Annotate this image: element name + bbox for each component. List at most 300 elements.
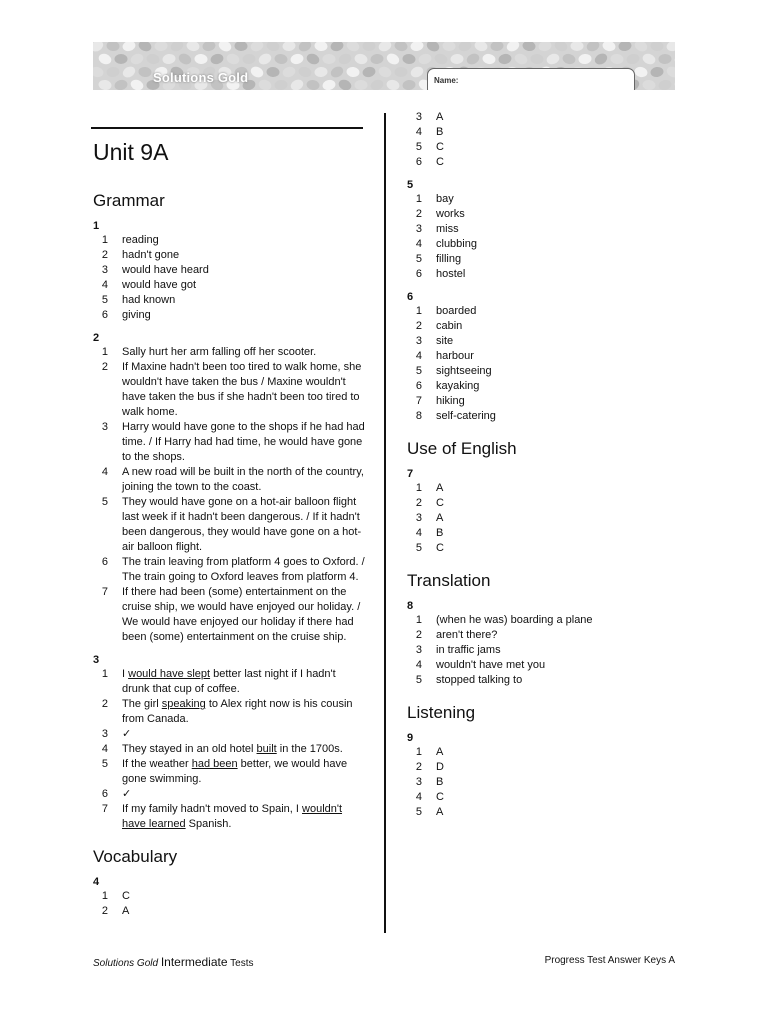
answer-text: C [122, 890, 130, 902]
column-divider [384, 113, 386, 933]
underlined-phrase: would have slept [128, 668, 211, 680]
banner-pebble [217, 42, 233, 53]
answer-item [407, 349, 677, 364]
section-heading: Listening [407, 703, 476, 722]
answer-item [93, 727, 365, 742]
banner-pebble [314, 66, 328, 77]
answer-text: C [436, 156, 444, 168]
answer-number: 1 [415, 193, 422, 205]
banner-pebble [482, 53, 497, 65]
answer-text: hostel [436, 268, 466, 280]
answer-item [407, 775, 677, 790]
question-number: 6 [407, 291, 414, 303]
right-column-content [407, 110, 677, 820]
answer-fragment: in the 1700s. [276, 743, 343, 755]
answer-text: stopped talking to [436, 674, 523, 686]
banner-pebble [650, 42, 664, 52]
answer-text: ✓ [122, 728, 132, 740]
answer-item [93, 787, 365, 802]
banner-pebble [465, 52, 481, 67]
answer-number: 1 [101, 346, 108, 358]
answer-number: 3 [415, 111, 422, 123]
title-rule [91, 127, 363, 129]
answer-number: 2 [415, 761, 422, 773]
banner-pebble [329, 64, 345, 79]
banner-pebble [145, 53, 160, 66]
banner-pebble [290, 53, 305, 66]
answer-number: 7 [415, 395, 422, 407]
answer-item [407, 192, 677, 207]
section-heading: Translation [407, 571, 491, 590]
answer-number: 3 [415, 644, 422, 656]
banner-pebble [402, 53, 416, 64]
banner-pebble [650, 66, 664, 78]
answer-number: 3 [415, 223, 422, 235]
banner-pebble [257, 78, 273, 90]
answer-number: 3 [415, 512, 422, 524]
answer-number: 2 [415, 320, 422, 332]
answer-number: 6 [415, 380, 422, 392]
underlined-phrase: built [256, 743, 277, 755]
answer-number: 7 [101, 586, 108, 598]
left-column-content [93, 176, 365, 919]
banner-pebble [673, 52, 675, 67]
answer-text: kayaking [436, 380, 480, 392]
banner-pebble [274, 53, 289, 65]
banner-pebble [362, 42, 375, 51]
question-number: 7 [407, 468, 414, 480]
banner-pebble [329, 42, 344, 53]
answer-text: had known [122, 294, 176, 306]
answer-item [407, 252, 677, 267]
banner-pebble [369, 78, 385, 90]
answer-text: aren't there? [436, 629, 498, 641]
banner-pebble [490, 42, 504, 52]
answer-number: 5 [101, 294, 108, 306]
answer-text: The train leaving from platform 4 goes to Oxford. / The train going to Oxford leaves from platform 4. [122, 556, 365, 583]
answer-text: If Maxine hadn't been too tired to walk home, she wouldn't have taken the bus / Maxine wouldn't have taken the bus if she hadn't been too tired to walk home. [122, 361, 362, 418]
answer-text: miss [436, 223, 459, 235]
answer-text: sightseeing [436, 365, 492, 377]
answer-item [407, 481, 677, 496]
banner-pebble [249, 42, 265, 53]
answer-item [93, 555, 365, 585]
banner-pebble [322, 54, 335, 64]
answer-list [407, 192, 677, 282]
banner-pebble [417, 52, 432, 65]
banner-pebble [177, 52, 193, 67]
answer-number: 5 [415, 253, 422, 265]
answer-number: 6 [101, 556, 108, 568]
question-number: 9 [407, 732, 414, 744]
answer-item [93, 278, 365, 293]
answer-item [407, 658, 677, 673]
answer-list [407, 481, 677, 556]
answer-number: 1 [415, 305, 422, 317]
answer-item [93, 667, 365, 697]
answer-list [407, 304, 677, 424]
banner-pebble [578, 53, 592, 65]
banner-pebble [186, 42, 201, 52]
banner-pebble [553, 42, 569, 53]
underlined-phrase: speaking [161, 698, 206, 710]
answer-fragment: If the weather [122, 758, 192, 770]
answer-item [407, 304, 677, 319]
banner-pebble [234, 42, 248, 51]
banner-pebble [297, 42, 313, 54]
answer-number: 5 [415, 141, 422, 153]
banner-pebble [274, 80, 288, 90]
banner-pebble [377, 65, 393, 79]
banner-pebble [385, 51, 401, 66]
banner-pebble [106, 66, 120, 78]
footer-left [93, 955, 253, 969]
answer-number: 5 [415, 806, 422, 818]
brand-logo: Solutions Gold [153, 70, 249, 85]
answer-number: 5 [101, 496, 108, 508]
banner-pebble [265, 42, 280, 53]
banner-pebble [353, 52, 368, 65]
banner-pebble [450, 54, 464, 65]
answer-number: 4 [415, 126, 422, 138]
answer-item [407, 394, 677, 409]
answer-number: 4 [101, 466, 108, 478]
answer-item [407, 496, 677, 511]
answer-item [407, 319, 677, 334]
banner-pebble [571, 42, 584, 51]
answer-text: wouldn't have met you [436, 659, 546, 671]
answer-item [407, 237, 677, 252]
footer-right: Progress Test Answer Keys A [544, 955, 675, 966]
answer-item [93, 420, 365, 465]
banner-pebble [121, 42, 136, 53]
question-number: 1 [93, 220, 100, 232]
answer-item [407, 125, 677, 140]
answer-text: reading [122, 234, 159, 246]
answer-item [407, 155, 677, 170]
answer-number: 6 [415, 268, 422, 280]
answer-list [407, 745, 677, 820]
banner-pebble [314, 42, 328, 52]
banner-pebble [633, 66, 648, 79]
answer-text: B [436, 527, 444, 539]
banner-pebble [345, 42, 361, 53]
left-column [93, 138, 365, 919]
answer-item [407, 790, 677, 805]
answer-number: 3 [415, 335, 422, 347]
answer-number: 2 [415, 208, 422, 220]
banner-pebble [473, 42, 488, 53]
answer-number: 8 [415, 410, 422, 422]
answer-item [407, 613, 677, 628]
answer-text: self-catering [436, 410, 496, 422]
banner-pebble [442, 42, 456, 51]
answer-number: 3 [101, 421, 108, 433]
answer-fragment: I [122, 668, 129, 680]
answer-text: C [436, 791, 444, 803]
banner-pebble [425, 42, 441, 53]
banner-pebble [266, 67, 280, 78]
answer-item [407, 222, 677, 237]
banner-pebble [306, 79, 321, 90]
banner-pebble [633, 42, 649, 53]
banner-pebble [289, 78, 305, 90]
banner-pebble [625, 52, 640, 65]
banner-pebble [322, 79, 337, 90]
banner-pebble [129, 78, 145, 90]
answer-number: 3 [101, 728, 108, 740]
answer-fragment: to Alex right now is his cousin from Canada. [122, 698, 353, 725]
answer-number: 1 [101, 890, 108, 902]
answer-item [407, 379, 677, 394]
answer-text: A [122, 905, 130, 917]
answer-text: boarded [436, 305, 477, 317]
banner-pebble [642, 79, 656, 90]
answer-item [93, 697, 365, 727]
footer-brand: Solutions Gold [93, 958, 159, 969]
banner-pebble [385, 78, 400, 90]
answer-item [407, 805, 677, 820]
answer-item [93, 465, 365, 495]
banner-pebble [593, 51, 609, 66]
answer-item [407, 511, 677, 526]
answer-text: D [436, 761, 444, 773]
answer-item [93, 904, 365, 919]
answer-item [93, 802, 365, 832]
answer-number: 1 [415, 482, 422, 494]
banner-pebble [305, 52, 321, 66]
answer-text: filling [436, 253, 462, 265]
answer-item [93, 345, 365, 360]
banner-pebble [97, 52, 113, 66]
answer-list [93, 667, 365, 832]
answer-item [407, 745, 677, 760]
name-field[interactable] [427, 68, 635, 90]
answer-item [407, 628, 677, 643]
banner-pebble [402, 79, 416, 90]
answer-text [122, 667, 365, 697]
answer-number: 2 [101, 249, 108, 261]
banner-pebble [410, 42, 425, 52]
banner-pebble [225, 52, 241, 66]
right-column [407, 110, 677, 820]
banner-pebble [665, 65, 675, 80]
answer-text: hiking [436, 395, 465, 407]
answer-list [407, 613, 677, 688]
answer-fragment: If my family hadn't moved to Spain, I [122, 803, 303, 815]
banner-pebble [530, 54, 543, 64]
banner-pebble [513, 52, 529, 67]
question-number: 3 [93, 654, 100, 666]
answer-text: Harry would have gone to the shops if he had had time. / If Harry had had time, he would have gone to the shops. [122, 421, 365, 463]
banner-pebble [98, 79, 112, 90]
unit-title: Unit 9A [93, 139, 169, 165]
answer-item [93, 263, 365, 278]
answer-item [93, 308, 365, 323]
answer-number: 4 [415, 659, 422, 671]
banner-pebble [610, 53, 624, 65]
answer-item [93, 360, 365, 420]
answer-number: 7 [101, 803, 108, 815]
answer-text: A [436, 746, 444, 758]
banner-pebble [585, 42, 601, 53]
banner-pebble [354, 80, 367, 90]
answer-item [407, 364, 677, 379]
banner-pebble [505, 42, 521, 53]
banner-pebble [561, 52, 576, 65]
answer-text [122, 802, 365, 832]
answer-text: would have heard [122, 264, 209, 276]
answer-list [407, 110, 677, 170]
answer-text: harbour [436, 350, 474, 362]
answer-text: site [436, 335, 454, 347]
name-label: Name: [434, 76, 459, 85]
answer-text: B [436, 776, 444, 788]
banner-pebble [115, 54, 128, 64]
banner-pebble [106, 42, 120, 52]
banner-pebble [346, 66, 360, 78]
banner-pebble [665, 42, 675, 53]
answer-item [93, 742, 365, 757]
banner-pebble [194, 53, 208, 64]
banner-pebble [658, 54, 671, 64]
banner-pebble [121, 64, 137, 79]
answer-item [407, 541, 677, 556]
footer-level: Intermediate [160, 955, 228, 969]
answer-number: 1 [415, 746, 422, 758]
banner-pebble [673, 78, 675, 90]
answer-item [407, 334, 677, 349]
answer-number: 3 [101, 264, 108, 276]
answer-text: A new road will be built in the north of the country, joining the town to the coast. [122, 466, 364, 493]
answer-number: 3 [415, 776, 422, 788]
answer-fragment: better last night if I hadn't drunk that cup of coffee. [122, 668, 336, 695]
banner-pebble [242, 54, 256, 65]
answer-text: giving [122, 309, 151, 321]
banner-pebble [545, 52, 561, 66]
banner-pebble [498, 53, 513, 65]
answer-text: (when he was) boarding a plane [436, 614, 593, 626]
answer-text: A [436, 111, 444, 123]
answer-text: Sally hurt her arm falling off her scooter. [122, 346, 317, 358]
answer-item [93, 293, 365, 308]
question-number: 4 [93, 876, 100, 888]
banner-pebble [657, 78, 672, 90]
answer-number: 4 [415, 527, 422, 539]
banner-pebble [154, 42, 167, 51]
banner-pebble [281, 65, 297, 79]
answer-text: C [436, 141, 444, 153]
answer-item [407, 267, 677, 282]
answer-text: B [436, 126, 444, 138]
answer-fragment: Spanish. [185, 818, 232, 830]
banner-pebble [377, 42, 393, 53]
banner-pebble [282, 42, 296, 52]
answer-fragment: The girl [122, 698, 162, 710]
answer-item [407, 673, 677, 688]
answer-number: 2 [101, 698, 108, 710]
banner-pebble [394, 42, 409, 52]
answer-number: 1 [101, 234, 108, 246]
answer-text: bay [436, 193, 454, 205]
banner-pebble [209, 52, 224, 66]
answer-item [407, 760, 677, 775]
banner-pebble [457, 42, 473, 53]
answer-item [93, 248, 365, 263]
answer-number: 4 [101, 279, 108, 291]
section-heading: Use of English [407, 439, 517, 458]
answer-number: 5 [101, 758, 108, 770]
answer-number: 6 [101, 309, 108, 321]
answer-number: 2 [101, 361, 108, 373]
banner-pebble [641, 52, 657, 66]
answer-number: 5 [415, 542, 422, 554]
banner-pebble [138, 66, 152, 78]
answer-text: works [436, 208, 465, 220]
answer-item [407, 140, 677, 155]
answer-list [93, 233, 365, 323]
answer-text: A [436, 512, 444, 524]
answer-text: They would have gone on a hot-air balloon flight last week if it hadn't been dangerous. / If it hadn't been dangerous, they would have gone on a hot-air balloon flight. [122, 496, 362, 553]
answer-text: C [436, 497, 444, 509]
banner-pebble [202, 42, 217, 52]
banner-pebble [257, 52, 273, 67]
answer-fragment: They stayed in an old hotel [122, 743, 257, 755]
answer-text [122, 742, 365, 757]
answer-number: 2 [101, 905, 108, 917]
banner-pebble [394, 67, 407, 77]
answer-item [407, 207, 677, 222]
banner-pebble [113, 79, 128, 90]
banner-pebble [433, 52, 449, 66]
answer-number: 4 [415, 791, 422, 803]
answer-number: 2 [415, 497, 422, 509]
answer-text [122, 697, 365, 727]
banner-pebble [409, 65, 425, 79]
header-banner [93, 42, 675, 90]
section-heading: Vocabulary [93, 847, 178, 866]
answer-text: would have got [122, 279, 196, 291]
answer-item [407, 643, 677, 658]
answer-number: 5 [415, 674, 422, 686]
banner-pebble [249, 65, 265, 80]
answer-number: 4 [415, 350, 422, 362]
banner-pebble [169, 42, 185, 53]
answer-list [93, 889, 365, 919]
banner-pebble [337, 52, 353, 66]
banner-pebble [337, 78, 353, 90]
answer-text [122, 757, 365, 787]
answer-item [407, 110, 677, 125]
banner-pebble [93, 42, 105, 54]
banner-pebble [618, 42, 632, 52]
answer-number: 1 [101, 668, 108, 680]
answer-text: clubbing [436, 238, 477, 250]
answer-text: A [436, 806, 444, 818]
question-number: 2 [93, 332, 100, 344]
banner-pebble [361, 65, 376, 78]
answer-item [407, 526, 677, 541]
answer-item [407, 409, 677, 424]
answer-number: 1 [415, 614, 422, 626]
answer-text: hadn't gone [122, 249, 180, 261]
banner-pebble [522, 42, 536, 52]
answer-item [93, 585, 365, 645]
underlined-phrase: wouldn't have learned [122, 803, 343, 830]
banner-pebble [537, 42, 552, 52]
answer-item [93, 233, 365, 248]
answer-text: If there had been (some) entertainment on the cruise ship, we would have enjoyed our holiday. / We would have enjoyed our holiday if there had been (some) entertainment on the cruise ship. [122, 586, 361, 643]
